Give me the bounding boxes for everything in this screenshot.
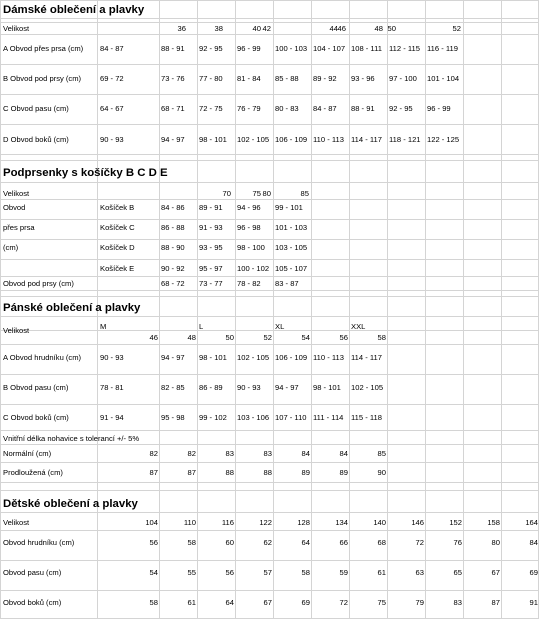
men-cell: 110 - 113 <box>313 353 344 362</box>
kids-cell: 91 <box>529 598 538 607</box>
kids-size-header: 110 <box>183 518 196 527</box>
women-cell: 77 - 80 <box>199 74 223 83</box>
women-cell: 89 - 92 <box>313 74 337 83</box>
men-cell: 82 - 85 <box>161 383 185 392</box>
kids-cell: 67 <box>491 568 500 577</box>
men-inseam-cell: 89 <box>339 468 348 477</box>
kids-size-header: 158 <box>487 518 500 527</box>
men-cell: 99 - 102 <box>199 413 227 422</box>
bra-left-label: Obvod <box>3 203 26 212</box>
men-cell: 102 - 105 <box>237 353 270 362</box>
women-cell: 101 - 104 <box>427 74 460 83</box>
women-cell: 69 - 72 <box>100 74 124 83</box>
kids-cell: 60 <box>225 538 234 547</box>
bra-cell: 90 - 92 <box>161 264 185 273</box>
men-cell: 98 - 101 <box>313 383 341 392</box>
women-cell: 68 - 71 <box>161 104 185 113</box>
gridline-horizontal <box>0 0 539 1</box>
kids-size-header: 122 <box>259 518 272 527</box>
kids-size-header: 164 <box>525 518 538 527</box>
men-inseam-cell: 89 <box>301 468 310 477</box>
women-cell: 96 - 99 <box>427 104 451 113</box>
men-cell: 107 - 110 <box>275 413 307 422</box>
men-cell: 86 - 89 <box>199 383 223 392</box>
men-row-label: B Obvod pasu (cm) <box>3 383 69 392</box>
women-size-header: 48 <box>374 24 383 33</box>
women-cell: 64 - 67 <box>100 104 124 113</box>
women-cell: 118 - 121 <box>389 135 421 144</box>
gridline-horizontal <box>0 34 539 35</box>
kids-cell: 56 <box>149 538 158 547</box>
women-cell: 116 - 119 <box>427 44 458 53</box>
women-cell: 108 - 111 <box>351 44 382 53</box>
bra-cell: 95 - 97 <box>199 264 223 273</box>
kids-size-header: 134 <box>335 518 348 527</box>
women-cell: 93 - 96 <box>351 74 375 83</box>
women-cell: 81 - 84 <box>237 74 261 83</box>
kids-cell: 69 <box>301 598 310 607</box>
bra-cell: 93 - 95 <box>199 243 223 252</box>
kids-cell: 57 <box>263 568 272 577</box>
kids-size-header: 152 <box>449 518 462 527</box>
gridline-horizontal <box>0 219 539 220</box>
men-inseam-cell: 87 <box>149 468 158 477</box>
bra-size-label: Velikost <box>3 189 30 198</box>
kids-cell: 84 <box>529 538 538 547</box>
kids-cell: 80 <box>491 538 500 547</box>
kids-row-label: Obvod pasu (cm) <box>3 568 62 577</box>
bra-cup-label: Košíček E <box>100 264 135 273</box>
kids-cell: 65 <box>453 568 462 577</box>
bra-size-header: 85 <box>300 189 309 198</box>
kids-cell: 64 <box>225 598 234 607</box>
bra-cell: 96 - 98 <box>237 223 261 232</box>
men-cell: 106 - 109 <box>275 353 308 362</box>
bra-cell: 103 - 105 <box>275 243 308 252</box>
bra-left-label: (cm) <box>3 243 19 252</box>
women-cell: 97 - 100 <box>389 74 417 83</box>
gridline-horizontal <box>0 18 539 19</box>
men-cell: 102 - 105 <box>351 383 384 392</box>
gridline-horizontal <box>0 330 539 331</box>
gridline-horizontal <box>0 374 539 375</box>
women-cell: 110 - 113 <box>313 135 344 144</box>
gridline-horizontal <box>0 22 539 23</box>
kids-cell: 54 <box>149 568 158 577</box>
kids-section-title: Dětské oblečení a plavky <box>3 498 138 510</box>
gridline-horizontal <box>0 199 539 200</box>
kids-cell: 75 <box>377 598 386 607</box>
women-cell: 88 - 91 <box>161 44 185 53</box>
men-cell: 90 - 93 <box>100 353 124 362</box>
men-size-header: 54 <box>301 333 310 342</box>
gridline-horizontal <box>0 182 539 183</box>
kids-cell: 62 <box>263 538 272 547</box>
gridline-vertical <box>0 0 1 619</box>
kids-cell: 55 <box>187 568 196 577</box>
kids-cell: 87 <box>491 598 500 607</box>
gridline-horizontal <box>0 160 539 161</box>
men-cell: 98 - 101 <box>199 353 227 362</box>
bra-cell: 88 - 90 <box>161 243 185 252</box>
women-row-label: C Obvod pasu (cm) <box>3 104 69 113</box>
gridline-horizontal <box>0 276 539 277</box>
women-cell: 94 - 97 <box>161 135 185 144</box>
men-size-label: Velikost <box>3 326 30 335</box>
men-row-label: C Obvod boků (cm) <box>3 413 69 422</box>
men-letter-size: M <box>100 322 107 331</box>
bra-cell: 94 - 96 <box>237 203 261 212</box>
men-letter-size: L <box>199 322 204 331</box>
women-row-label: A Obvod přes prsa (cm) <box>3 44 84 53</box>
kids-size-header: 146 <box>411 518 424 527</box>
kids-size-header: 140 <box>373 518 386 527</box>
women-row-label: B Obvod pod prsy (cm) <box>3 74 82 83</box>
women-size-label: Velikost <box>3 24 30 33</box>
kids-size-header: 116 <box>221 518 234 527</box>
gridline-horizontal <box>0 344 539 345</box>
gridline-horizontal <box>0 259 539 260</box>
bra-underbust-cell: 78 - 82 <box>237 279 261 288</box>
men-letter-size: XXL <box>351 322 366 331</box>
gridline-horizontal <box>0 444 539 445</box>
women-cell: 98 - 101 <box>199 135 227 144</box>
bra-underbust-cell: 68 - 72 <box>161 279 185 288</box>
women-cell: 80 - 83 <box>275 104 299 113</box>
men-inseam-cell: 83 <box>225 449 234 458</box>
bra-cell: 105 - 107 <box>275 264 308 273</box>
men-inseam-cell: 84 <box>339 449 348 458</box>
men-row-label: A Obvod hrudníku (cm) <box>3 353 82 362</box>
bra-cup-label: Košíček B <box>100 203 135 212</box>
women-cell: 73 - 76 <box>161 74 185 83</box>
men-inseam-cell: 85 <box>377 449 386 458</box>
men-size-header: 48 <box>187 333 196 342</box>
kids-cell: 76 <box>453 538 462 547</box>
men-size-header: 50 <box>225 333 234 342</box>
men-cell: 78 - 81 <box>100 383 124 392</box>
men-section-title: Pánské oblečení a plavky <box>3 302 141 314</box>
kids-cell: 72 <box>415 538 424 547</box>
women-size-header: 46 <box>337 24 346 33</box>
women-cell: 96 - 99 <box>237 44 261 53</box>
women-cell: 76 - 79 <box>237 104 261 113</box>
kids-row-label: Obvod hrudníku (cm) <box>3 538 75 547</box>
bra-cell: 99 - 101 <box>275 203 303 212</box>
kids-cell: 67 <box>263 598 272 607</box>
men-cell: 91 - 94 <box>100 413 124 422</box>
kids-cell: 61 <box>377 568 386 577</box>
kids-cell: 66 <box>339 538 348 547</box>
kids-cell: 61 <box>187 598 196 607</box>
men-cell: 111 - 114 <box>313 413 344 422</box>
gridline-horizontal <box>0 296 539 297</box>
gridline-horizontal <box>0 530 539 531</box>
kids-cell: 69 <box>529 568 538 577</box>
women-cell: 92 - 95 <box>199 44 223 53</box>
women-cell: 72 - 75 <box>199 104 223 113</box>
bra-cell: 101 - 103 <box>275 223 308 232</box>
men-cell: 95 - 98 <box>161 413 185 422</box>
kids-cell: 79 <box>415 598 424 607</box>
women-size-header: 42 <box>262 24 271 33</box>
men-size-header: 56 <box>339 333 348 342</box>
women-cell: 84 - 87 <box>100 44 124 53</box>
women-cell: 84 - 87 <box>313 104 337 113</box>
men-inseam-cell: 90 <box>377 468 386 477</box>
gridline-horizontal <box>0 512 539 513</box>
bra-underbust-cell: 73 - 77 <box>199 279 223 288</box>
women-size-header: 44 <box>329 24 338 33</box>
women-size-header: 52 <box>452 24 461 33</box>
kids-cell: 58 <box>187 538 196 547</box>
men-inseam-note: Vnitřní délka nohavice s tolerancí +/- 5% <box>3 434 140 443</box>
women-cell: 85 - 88 <box>275 74 299 83</box>
kids-cell: 56 <box>225 568 234 577</box>
gridline-horizontal <box>0 560 539 561</box>
bra-cell: 100 - 102 <box>237 264 270 273</box>
bra-size-header: 80 <box>262 189 271 198</box>
gridline-horizontal <box>0 404 539 405</box>
men-inseam-cell: 83 <box>263 449 272 458</box>
men-inseam-cell: 82 <box>149 449 158 458</box>
bra-cell: 89 - 91 <box>199 203 223 212</box>
men-inseam-cell: 84 <box>301 449 310 458</box>
gridline-horizontal <box>0 290 539 291</box>
gridline-horizontal <box>0 239 539 240</box>
kids-row-label: Obvod boků (cm) <box>3 598 62 607</box>
women-size-header: 38 <box>214 24 223 33</box>
kids-size-header: 128 <box>297 518 310 527</box>
gridline-horizontal <box>0 590 539 591</box>
men-inseam-cell: 82 <box>187 449 196 458</box>
kids-cell: 83 <box>453 598 462 607</box>
gridline-horizontal <box>0 154 539 155</box>
bra-size-header: 70 <box>222 189 231 198</box>
kids-size-label: Velikost <box>3 518 30 527</box>
women-cell: 112 - 115 <box>389 44 420 53</box>
men-size-header: 46 <box>149 333 158 342</box>
gridline-horizontal <box>0 482 539 483</box>
women-cell: 92 - 95 <box>389 104 413 113</box>
women-cell: 106 - 109 <box>275 135 308 144</box>
kids-cell: 58 <box>301 568 310 577</box>
gridline-horizontal <box>0 64 539 65</box>
kids-cell: 68 <box>377 538 386 547</box>
bra-underbust-label: Obvod pod prsy (cm) <box>3 279 74 288</box>
kids-size-header: 104 <box>145 518 158 527</box>
kids-cell: 72 <box>339 598 348 607</box>
gridline-horizontal <box>0 462 539 463</box>
women-cell: 122 - 125 <box>427 135 460 144</box>
gridline-horizontal <box>0 490 539 491</box>
men-inseam-cell: 87 <box>187 468 196 477</box>
bra-cell: 98 - 100 <box>237 243 265 252</box>
men-cell: 114 - 117 <box>351 353 382 362</box>
women-cell: 90 - 93 <box>100 135 124 144</box>
bra-left-label: přes prsa <box>3 223 35 232</box>
women-row-label: D Obvod boků (cm) <box>3 135 69 144</box>
kids-cell: 59 <box>339 568 348 577</box>
men-inseam-cell: 88 <box>225 468 234 477</box>
gridline-horizontal <box>0 316 539 317</box>
bra-underbust-cell: 83 - 87 <box>275 279 299 288</box>
women-size-header: 40 <box>252 24 261 33</box>
women-cell: 104 - 107 <box>313 44 346 53</box>
men-size-header: 52 <box>263 333 272 342</box>
gridline-horizontal <box>0 94 539 95</box>
gridline-horizontal <box>0 124 539 125</box>
women-cell: 100 - 103 <box>275 44 308 53</box>
men-inseam-label: Normální (cm) <box>3 449 52 458</box>
women-section-title: Dámské oblečení a plavky <box>3 4 145 16</box>
bra-section-title: Podprsenky s košíčky B C D E <box>3 167 168 179</box>
kids-cell: 63 <box>415 568 424 577</box>
gridline-horizontal <box>0 430 539 431</box>
men-letter-size: XL <box>275 322 285 331</box>
women-cell: 88 - 91 <box>351 104 375 113</box>
bra-cell: 86 - 88 <box>161 223 185 232</box>
kids-cell: 64 <box>301 538 310 547</box>
bra-size-header: 75 <box>252 189 261 198</box>
bra-cell: 91 - 93 <box>199 223 223 232</box>
women-size-header: 50 <box>387 24 396 33</box>
men-cell: 115 - 118 <box>351 413 382 422</box>
men-cell: 103 - 106 <box>237 413 270 422</box>
women-cell: 114 - 117 <box>351 135 382 144</box>
bra-cup-label: Košíček D <box>100 243 135 252</box>
men-size-header: 58 <box>377 333 386 342</box>
bra-cup-label: Košíček C <box>100 223 135 232</box>
women-size-header: 36 <box>177 24 186 33</box>
men-cell: 94 - 97 <box>161 353 185 362</box>
men-cell: 94 - 97 <box>275 383 299 392</box>
kids-cell: 58 <box>149 598 158 607</box>
men-cell: 90 - 93 <box>237 383 261 392</box>
men-inseam-label: Prodloužená (cm) <box>3 468 63 477</box>
bra-cell: 84 - 86 <box>161 203 185 212</box>
women-cell: 102 - 105 <box>237 135 270 144</box>
men-inseam-cell: 88 <box>263 468 272 477</box>
